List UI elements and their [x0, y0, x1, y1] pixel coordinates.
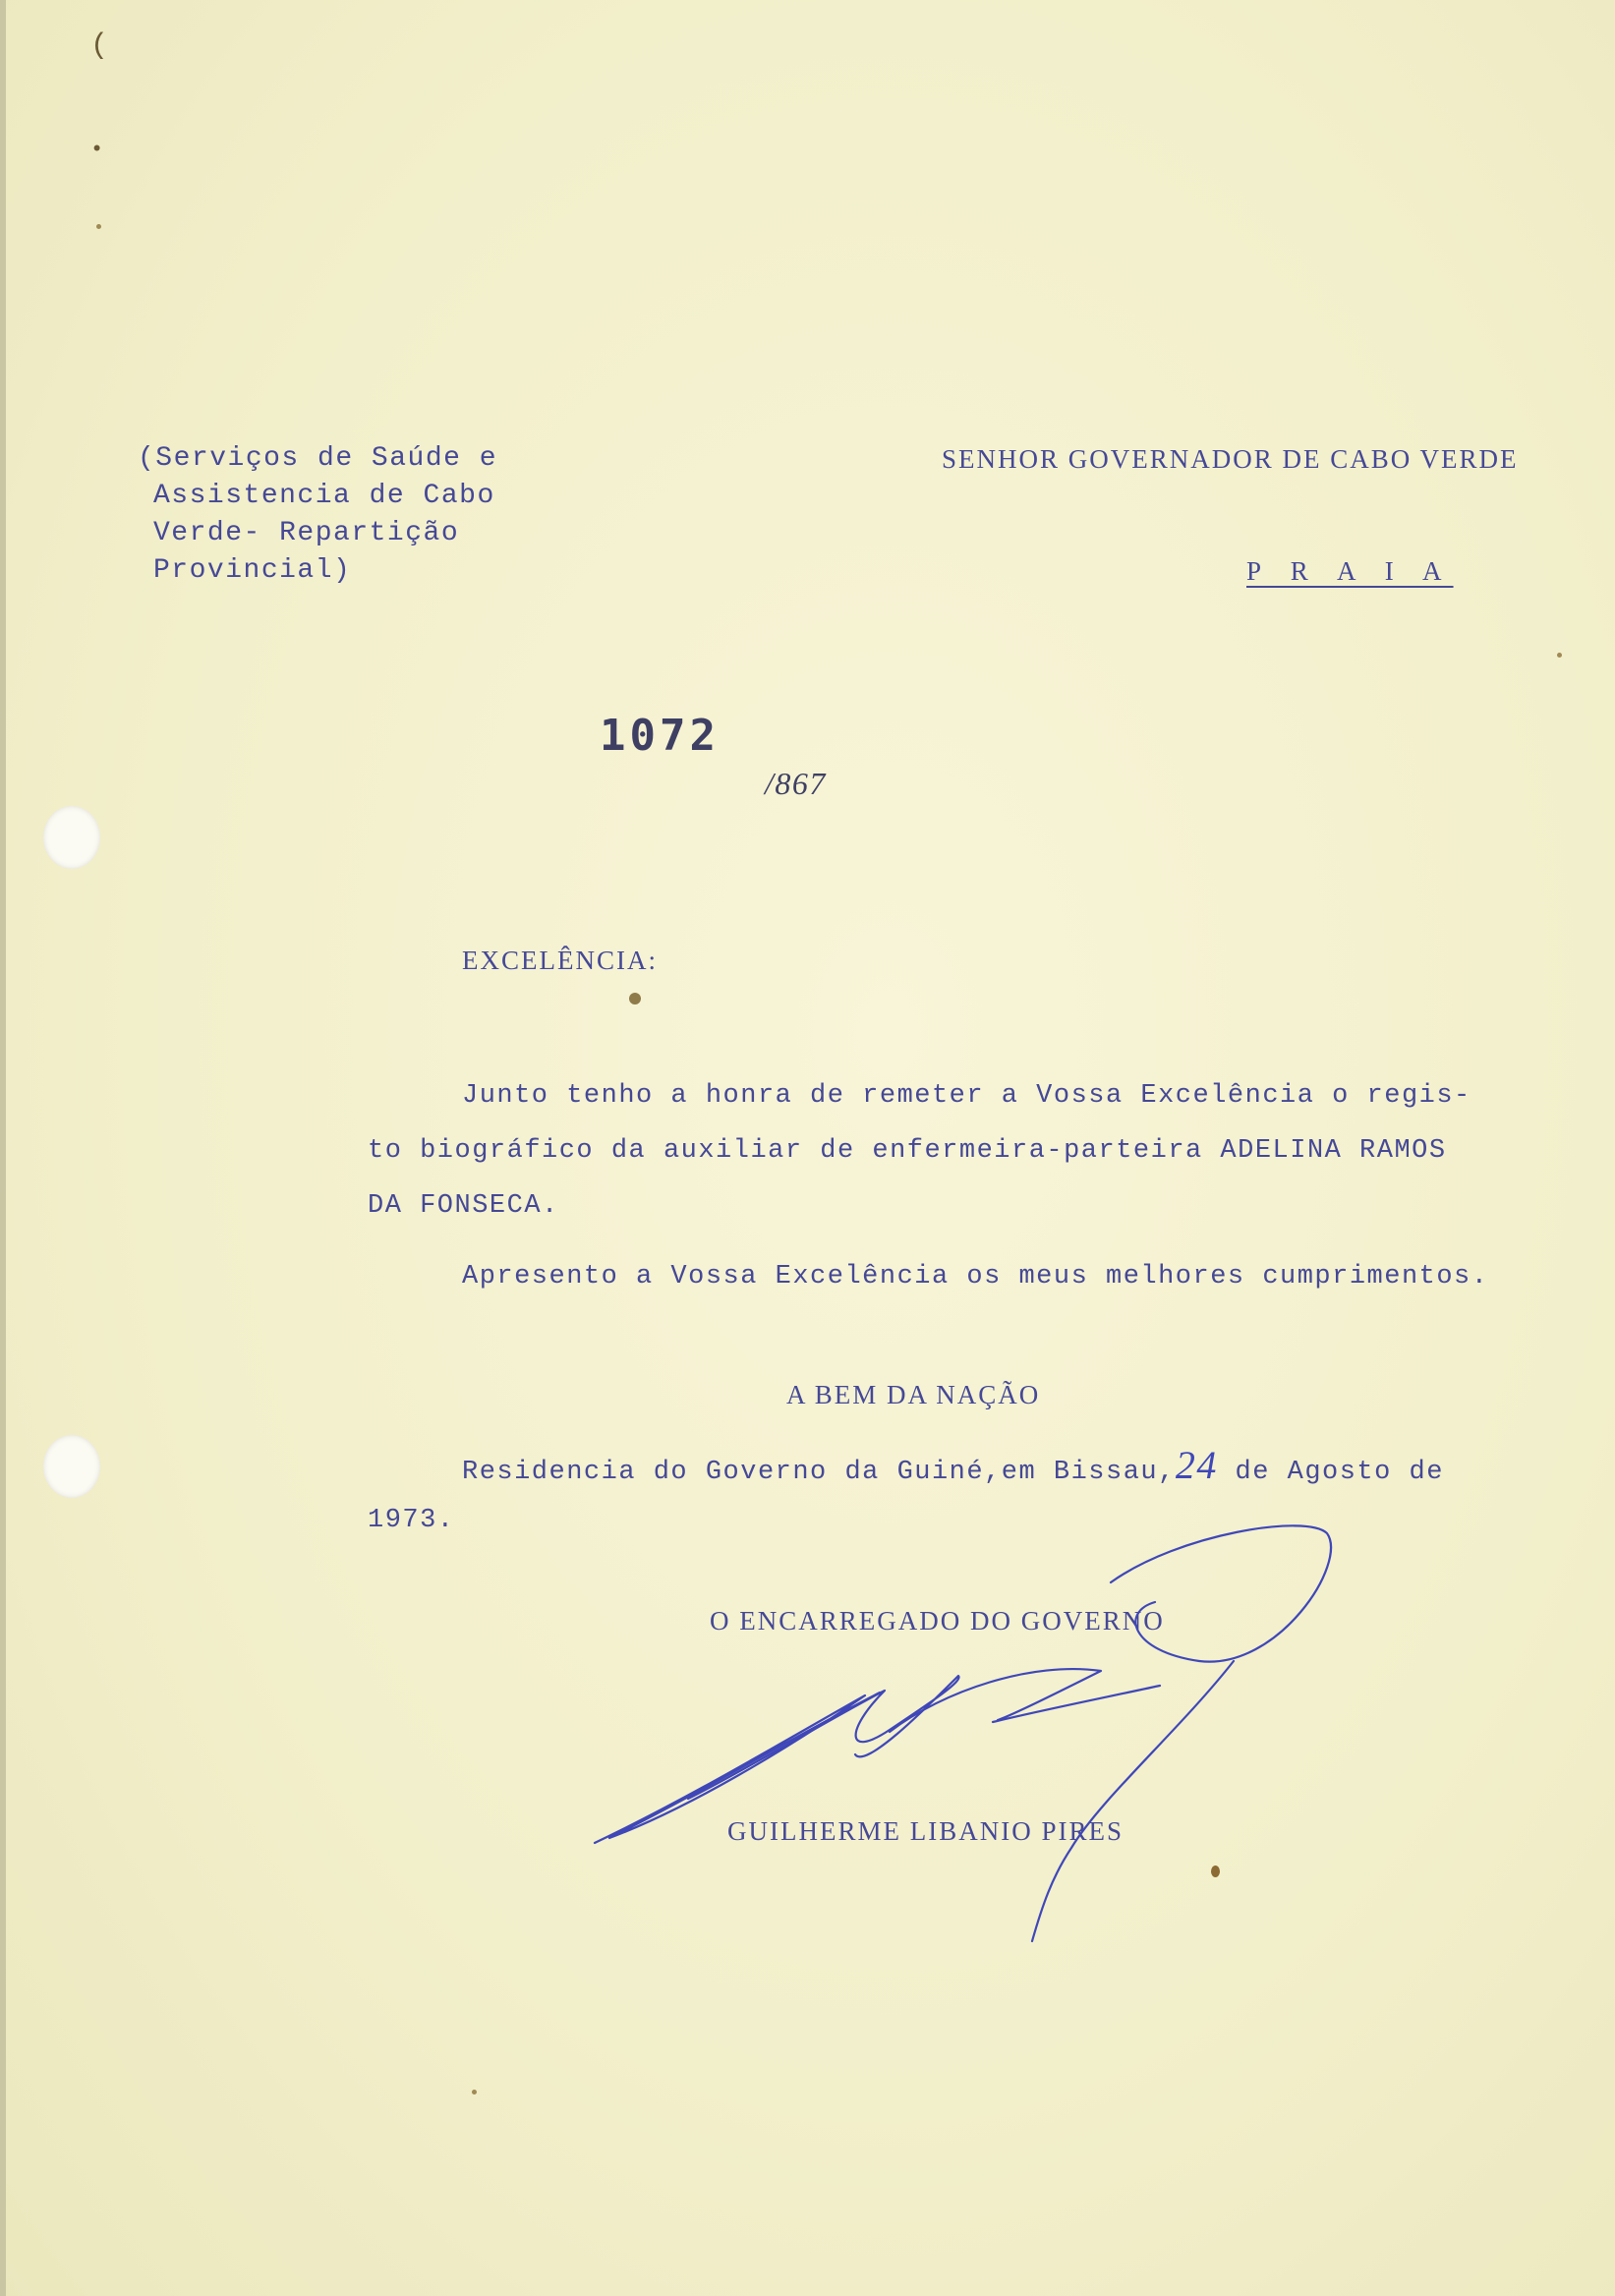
- body-line: DA FONSECA.: [368, 1191, 559, 1221]
- closing-place-suffix: de Agosto de: [1235, 1458, 1444, 1487]
- file-number: /867: [765, 766, 827, 801]
- closing-place-prefix: Residencia do Governo da Guiné,em Bissau,: [462, 1458, 1176, 1487]
- signature-stroke: [1111, 1525, 1331, 1661]
- signatory-role: O ENCARREGADO DO GOVERNO: [710, 1606, 1165, 1636]
- sender-line: Assistencia de Cabo: [153, 481, 495, 511]
- recipient-city: P R A I A: [1246, 556, 1454, 586]
- body-paragraph-2: Apresento a Vossa Excelência os meus melhores cumprimentos.: [462, 1262, 1489, 1292]
- signatory-name: GUILHERME LIBANIO PIRES: [727, 1816, 1124, 1846]
- sender-line: Provincial): [153, 555, 352, 586]
- closing-motto: A BEM DA NAÇÃO: [786, 1380, 1041, 1409]
- salutation: EXCELÊNCIA:: [462, 946, 658, 975]
- body-line: Junto tenho a honra de remeter a Vossa Excelência o regis-: [462, 1081, 1471, 1111]
- sender-line: (Serviços de Saúde e: [138, 443, 498, 474]
- paper-speck: •: [90, 138, 104, 162]
- closing-year: 1973.: [368, 1506, 455, 1535]
- signature-stroke: [1032, 1661, 1234, 1941]
- stamp-number: 1072: [600, 711, 720, 761]
- body-line: to biográfico da auxiliar de enfermeira-parteira ADELINA RAMOS: [368, 1136, 1447, 1166]
- paper-speck: (: [90, 29, 109, 63]
- recipient-title: SENHOR GOVERNADOR DE CABO VERDE: [942, 444, 1519, 474]
- handwritten-day: 24: [1175, 1443, 1218, 1487]
- signature-stroke: [993, 1686, 1160, 1722]
- signature-stroke: [595, 1693, 880, 1843]
- sender-line: Verde- Repartição: [153, 518, 460, 548]
